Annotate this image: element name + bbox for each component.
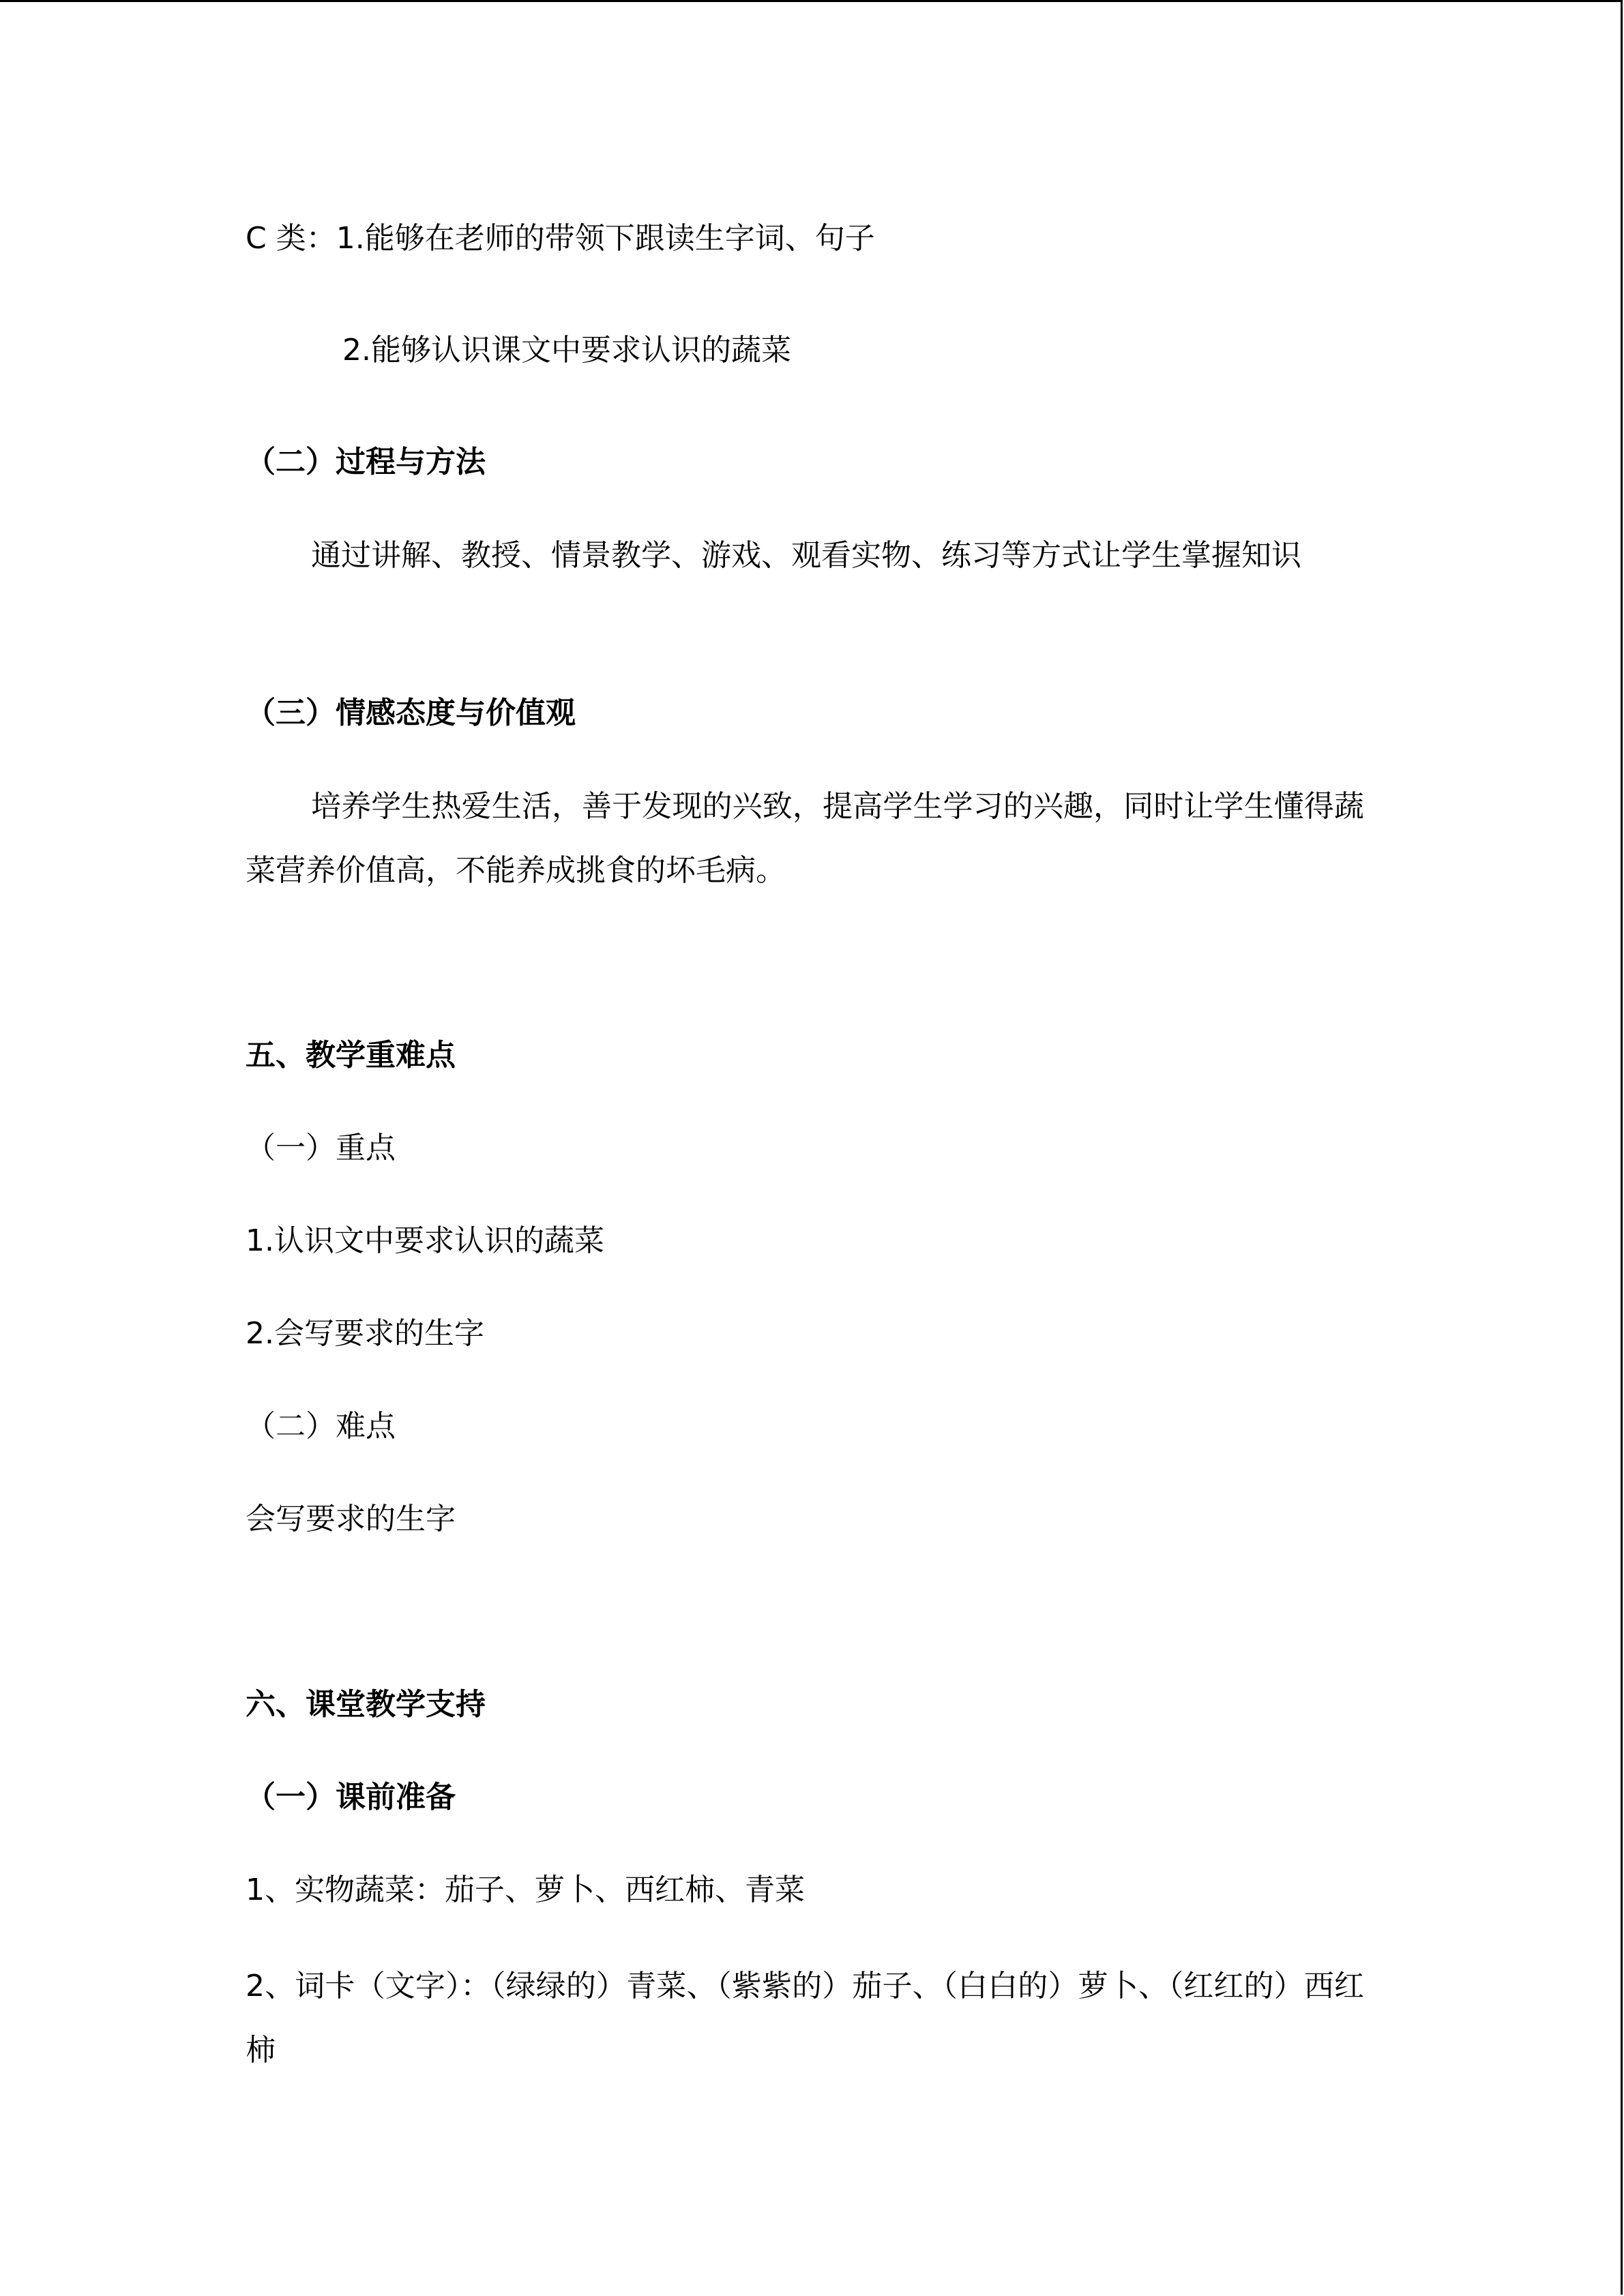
key-point-item: 2.会写要求的生字 (246, 1316, 484, 1351)
c-class-objective-1: C 类：1.能够在老师的带领下跟读生字词、句子 (246, 221, 875, 256)
difficult-point-item: 会写要求的生字 (246, 1502, 456, 1536)
heading-classroom-support: 六、课堂教学支持 (246, 1687, 486, 1722)
key-point-item: 1.认识文中要求认识的蔬菜 (246, 1223, 604, 1258)
subheading-preparation: （一）课前准备 (246, 1780, 456, 1815)
heading-key-difficult-points: 五、教学重难点 (246, 1038, 456, 1073)
subheading-difficult-points: （二）难点 (246, 1409, 396, 1444)
heading-process-method: （二）过程与方法 (246, 445, 486, 479)
preparation-item: 2、词卡（文字）：（绿绿的）青菜、（紫紫的）茄子、（白白的）萝卜、（红红的）西红柿 (246, 1969, 1364, 2068)
c-class-objective-2: 2.能够认识课文中要求认识的蔬菜 (342, 333, 791, 368)
paragraph-emotion-values: 培养学生热爱生活，善于发现的兴致，提高学生学习的兴趣，同时让学生懂得蔬菜营养价值高，不能养成挑食的坏毛病。 (246, 789, 1364, 888)
subheading-key-points: （一）重点 (246, 1131, 396, 1165)
heading-emotion-values: （三）情感态度与价值观 (246, 696, 576, 730)
preparation-item: 1、实物蔬菜：茄子、萝卜、西红柿、青菜 (246, 1873, 805, 1907)
paragraph-process-method: 通过讲解、教授、情景教学、游戏、观看实物、练习等方式让学生掌握知识 (311, 538, 1301, 573)
